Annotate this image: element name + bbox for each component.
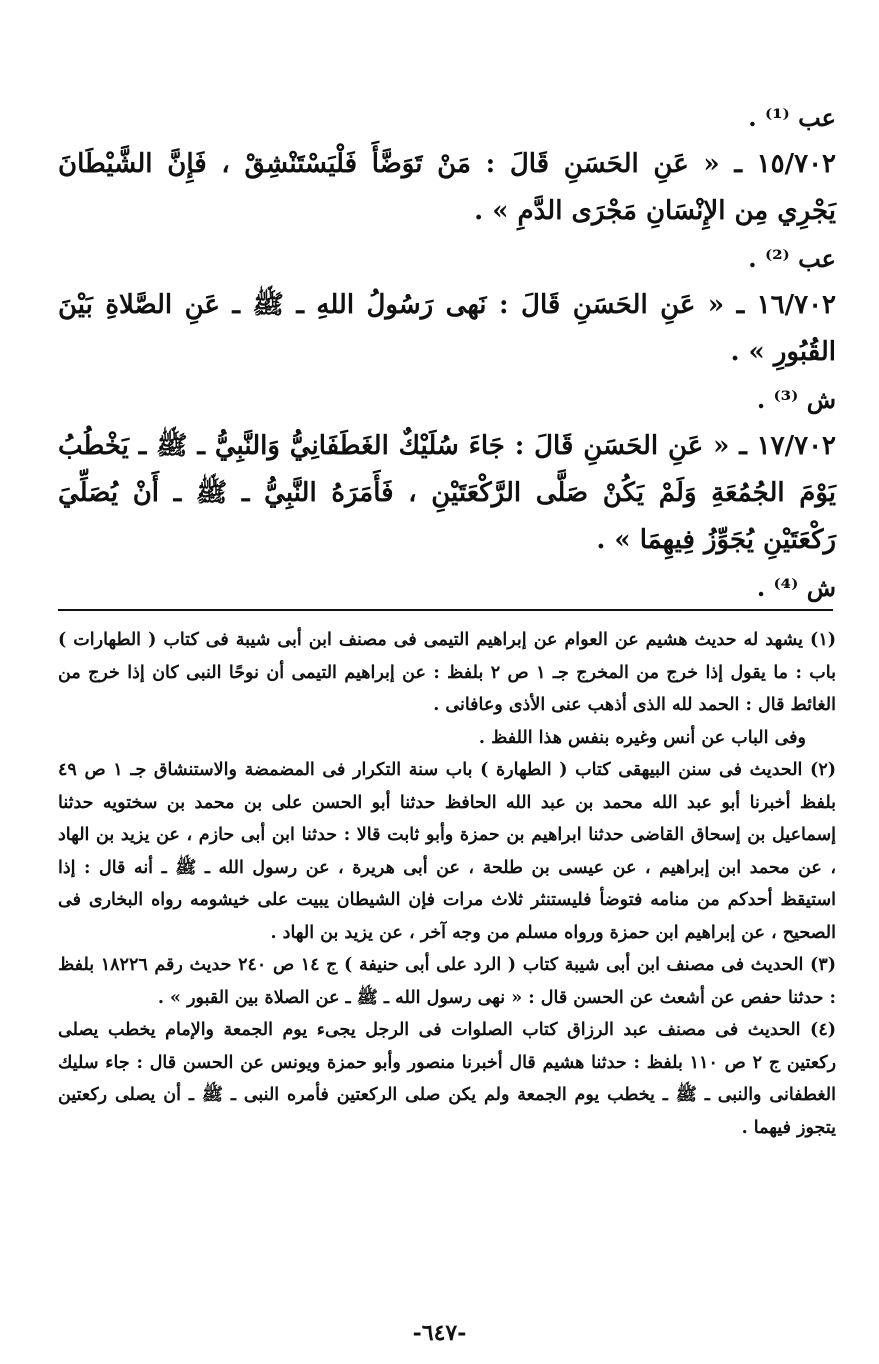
source-reference: ش ⁽³⁾ . (756, 385, 836, 414)
footnote: (١) يشهد له حديث هشيم عن العوام عن إبراهيم التيمى فى مصنف ابن أبى شيبة فى كتاب ( الطهارات ) باب : ما يقول إذا خرج من المخرج جـ ١ ص ٢ بلفظ : عن إبراهيم التيمى أن نوحًا النبى كان إذا خرج من الغائط قال : الحمد لله الذى أذهب عنى الأذى وعافانى . (58, 630, 836, 715)
footnote: (٣) الحديث فى مصنف ابن أبى شيبة كتاب ( الرد على أبى حنيفة ) ج ١٤ ص ٢٤٠ حديث رقم ١٨٢٢٦ بلفظ : حدثنا حفص عن أشعث عن الحسن قال : « نهى رسول الله ـ ﷺ ـ عن الصلاة بين القبور » . (58, 955, 836, 1008)
source-reference: عب ⁽¹⁾ . (748, 103, 836, 132)
footnotes (58, 624, 836, 1144)
hadith-entry: ١٥/٧٠٢ ـ « عَنِ الحَسَنِ قَالَ : مَنْ تَوَضَّأَ فَلْيَسْتَنْشِقْ ، فَإِنَّ الشَّيْطَانَ يَجْرِي مِن الإِنْسَانِ مَجْرَى الدَّمِ » . (58, 149, 836, 226)
footnote-separator (58, 609, 833, 611)
footnote-continuation: وفى الباب عن أنس وغيره بنفس هذا اللفظ . (478, 727, 806, 748)
hadith-entry: ١٧/٧٠٢ ـ « عَنِ الحَسَنِ قَالَ : جَاءَ سُلَيْكٌ الغَطَفَانِيُّ وَالنَّبِيُّ ـ ﷺ ـ يَخْطُبُ يَوْمَ الجُمُعَةِ وَلَمْ يَكُنْ صَلَّى الرَّكْعَتَيْنِ ، فَأَمَرَهُ النَّبِيُّ ـ ﷺ ـ أَنْ يُصَلِّيَ رَكْعَتَيْنِ يُجَوِّزُ فِيهِمَا » . (58, 431, 836, 555)
page-number: -٦٤٧- (412, 1320, 467, 1346)
hadith-entry: ١٦/٧٠٢ ـ « عَنِ الحَسَنِ قَالَ : نَهى رَسُولُ اللهِ ـ ﷺ ـ عَنِ الصَّلاةِ بَيْنَ القُبُورِ » . (58, 290, 836, 367)
main-text (58, 94, 836, 611)
source-reference: عب ⁽²⁾ . (748, 244, 836, 273)
footnote: (٤) الحديث فى مصنف عبد الرزاق كتاب الصلوات فى الرجل يجىء يوم الجمعة والإمام يخطب يصلى ركعتين ج ٢ ص ١١٠ بلفظ : حدثنا هشيم قال أخبرنا منصور وأبو حمزة ويونس عن الحسن قال : جاء سليك الغطفانى والنبى ـ ﷺ ـ يخطب يوم الجمعة ولم يكن صلى الركعتين فأمره النبى ـ ﷺ ـ أن يصلى ركعتين يتجوز فيهما . (58, 1020, 837, 1138)
source-reference: ش ⁽⁴⁾ . (756, 573, 836, 602)
footnote: (٢) الحديث فى سنن البيهقى كتاب ( الطهارة ) باب سنة التكرار فى المضمضة والاستنشاق جـ ١ ص ٤٩ بلفظ أخبرنا أبو عبد الله محمد بن عبد الله الحافظ حدثنا أبو الحسن على بن محمد بن سختويه حدثنا إسماعيل بن إسحاق القاضى حدثنا ابراهيم بن حمزة وأبو ثابت قالا : حدثنا ابن أبى حازم ، عن يزيد بن الهاد ، عن محمد ابن إبراهيم ، عن عيسى بن طلحة ، عن أبى هريرة ، عن رسول الله ـ ﷺ ـ أنه قال : إذا استيقظ أحدكم من منامه فتوضأ فليستنثر ثلاث مرات فإن الشيطان يبيت على خيشومه رواه البخارى فى الصحيح ، عن إبراهيم ابن حمزة ورواه مسلم من وجه آخر ، عن يزيد بن الهاد . (58, 760, 837, 943)
